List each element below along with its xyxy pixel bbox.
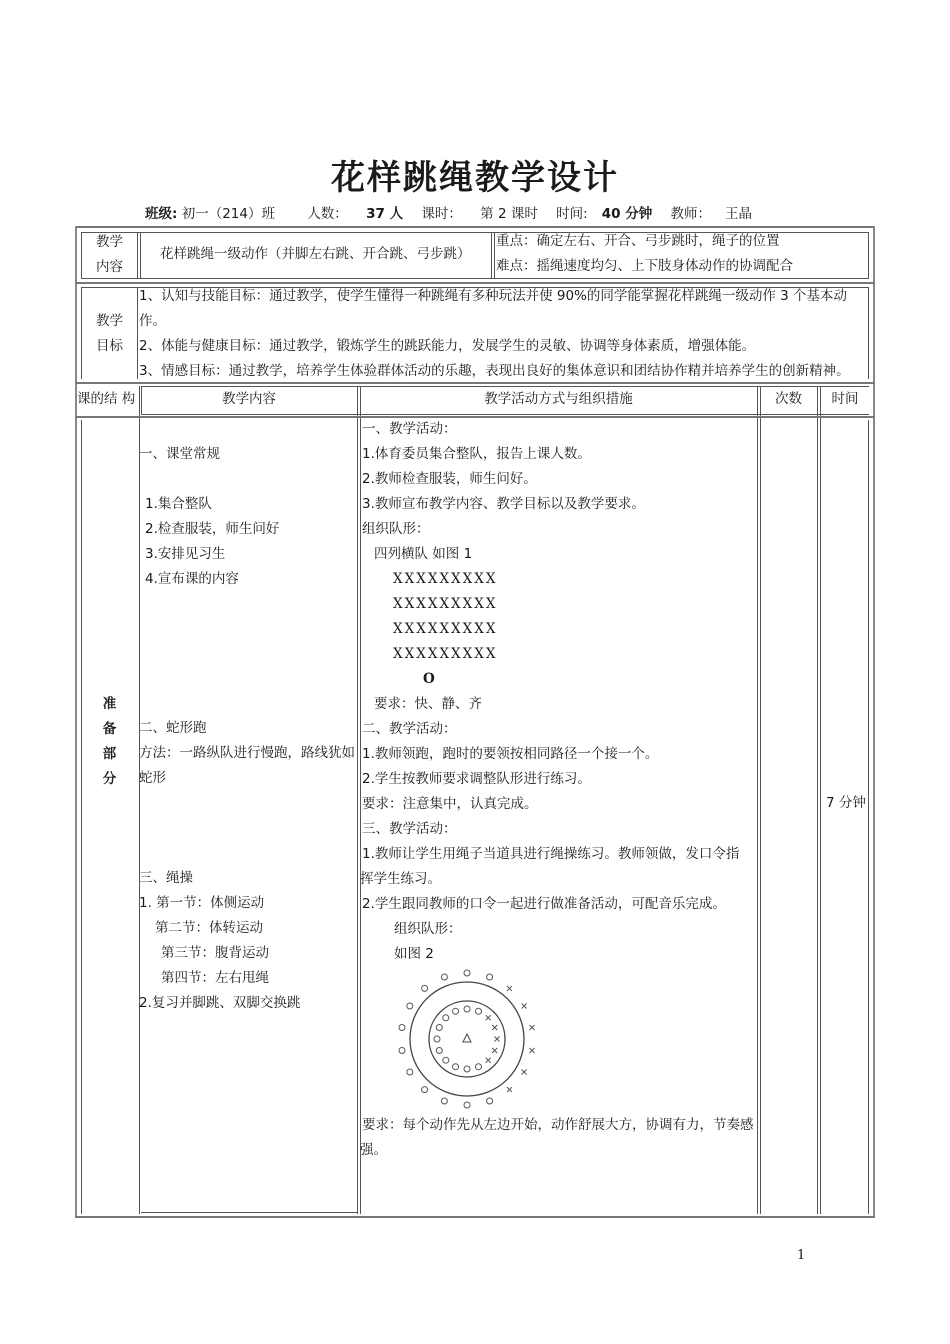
student-circle-marker xyxy=(422,985,428,991)
student-circle-marker xyxy=(464,1006,470,1012)
header-times: 次数 xyxy=(775,391,802,407)
content-item: 2.检查服装，师生问好 xyxy=(145,521,280,537)
content-item: 3.安排见习生 xyxy=(145,546,226,562)
time-label: 时间: xyxy=(556,206,588,222)
student-circle-marker xyxy=(443,1057,449,1063)
teacher-value: 王晶 xyxy=(725,206,752,222)
activity-line: 3.教师宣布教学内容、教学目标以及教学要求。 xyxy=(362,496,645,512)
section-name: 准 备 部 分 xyxy=(102,696,117,787)
student-circle-marker xyxy=(453,1008,459,1014)
formation-diagram-2 xyxy=(393,965,543,1115)
content-item: 1.集合整队 xyxy=(145,496,212,512)
count-value: 37 人 xyxy=(366,206,404,222)
student-cross-marker xyxy=(486,1015,491,1020)
student-circle-marker xyxy=(436,1048,442,1054)
student-cross-marker xyxy=(529,1025,534,1030)
student-circle-marker xyxy=(487,1098,493,1104)
table-left-border xyxy=(75,226,77,1218)
activity-line: 二、教学活动： xyxy=(362,721,457,737)
formation-row: XXXXXXXXX xyxy=(393,646,498,662)
header-content: 教学内容 xyxy=(222,391,276,407)
lesson-value: 第 2 课时 xyxy=(480,206,538,222)
content-description: 花样跳绳一级动作（并脚左右跳、开合跳、弓步跳） xyxy=(160,246,471,262)
header-structure: 课的结 构 xyxy=(77,391,136,407)
student-cross-marker xyxy=(522,1070,527,1075)
student-cross-marker xyxy=(507,1087,512,1092)
content-column xyxy=(139,442,220,467)
student-circle-marker xyxy=(476,1008,482,1014)
student-circle-marker xyxy=(464,1102,470,1108)
time-value: 40 分钟 xyxy=(601,206,653,222)
teacher-marker: O xyxy=(423,671,437,687)
header-activity: 教学活动方式与组织措施 xyxy=(484,391,633,407)
student-cross-marker xyxy=(529,1048,534,1053)
activity-line: 1.教师让学生用绳子当道具进行绳操练习。教师领做，发口令指 xyxy=(362,846,740,862)
goals-label: 教学 目标 xyxy=(96,313,123,354)
student-cross-marker xyxy=(486,1058,491,1063)
student-circle-marker xyxy=(443,1015,449,1021)
student-circle-marker xyxy=(436,1025,442,1031)
content-item: 第二节：体转运动 xyxy=(155,920,263,936)
content-item: 三、绳操 xyxy=(139,870,193,886)
formation-row: XXXXXXXXX xyxy=(393,571,498,587)
table-top-border xyxy=(75,226,875,228)
activity-line: 要求：快、静、齐 xyxy=(374,696,482,712)
student-circle-marker xyxy=(464,1066,470,1072)
content-item: 2.复习并脚跳、双脚交换跳 xyxy=(139,995,301,1011)
table-bottom-border xyxy=(75,1216,875,1218)
goals-list xyxy=(139,284,873,384)
class-info-line xyxy=(145,202,780,222)
student-circle-marker xyxy=(407,1069,413,1075)
goal-1-line-b: 作。 xyxy=(139,313,166,329)
activity-line: 三、教学活动： xyxy=(362,821,457,837)
activity-line: 四列横队 如图 1 xyxy=(374,546,473,562)
student-circle-marker xyxy=(399,1025,405,1031)
activity-line: 组织队形： xyxy=(394,921,462,937)
student-cross-marker xyxy=(492,1025,497,1030)
content-item: 一、课堂常规 xyxy=(139,446,220,462)
student-circle-marker xyxy=(487,974,493,980)
student-circle-marker xyxy=(464,970,470,976)
activity-line: 要求：注意集中，认真完成。 xyxy=(362,796,538,812)
table-right-border xyxy=(873,226,875,1218)
student-circle-marker xyxy=(453,1064,459,1070)
activity-line: 2.学生按教师要求调整队形进行练习。 xyxy=(362,771,591,787)
activity-line: 挥学生练习。 xyxy=(360,871,441,887)
page-number: 1 xyxy=(797,1248,806,1263)
key-point: 重点：确定左右、开合、弓步跳时，绳子的位置 xyxy=(496,233,780,249)
activity-line: 1.体育委员集合整队，报告上课人数。 xyxy=(362,446,591,462)
student-cross-marker xyxy=(495,1037,500,1042)
triangle-marker xyxy=(463,1034,471,1042)
goal-3: 3、情感目标：通过教学，培养学生体验群体活动的乐趣，表现出良好的集体意识和团结协作精并培养学生的创新精神。 xyxy=(139,363,850,379)
student-circle-marker xyxy=(476,1064,482,1070)
content-item: 方法：一路纵队进行慢跑，路线犹如 xyxy=(139,745,355,761)
content-item: 4.宣布课的内容 xyxy=(145,571,239,587)
activity-line: 如图 2 xyxy=(394,946,434,962)
student-circle-marker xyxy=(422,1087,428,1093)
content-item: 第三节：腹背运动 xyxy=(161,945,269,961)
content-item: 蛇形 xyxy=(139,770,166,786)
difficulty-point: 难点：摇绳速度均匀、上下肢身体动作的协调配合 xyxy=(496,258,793,274)
student-circle-marker xyxy=(441,974,447,980)
section-duration: 7 分钟 xyxy=(826,795,866,811)
outer-circle xyxy=(410,982,524,1096)
goal-1-line-a: 1、认知与技能目标：通过教学，使学生懂得一种跳绳有多种玩法并使 90%的同学能掌握花样跳绳一级动作 3 个基本动 xyxy=(139,288,848,304)
teacher-label: 教师： xyxy=(670,206,711,222)
activity-line: 1.教师领跑，跑时的要领按相同路径一个接一个。 xyxy=(362,746,659,762)
activity-line: 一、教学活动： xyxy=(362,421,457,437)
count-label: 人数： xyxy=(307,206,348,222)
content-item: 二、蛇形跑 xyxy=(139,720,207,736)
activity-line: 2.学生跟同教师的口令一起进行做准备活动，可配音乐完成。 xyxy=(362,896,726,912)
student-circle-marker xyxy=(399,1048,405,1054)
student-circle-marker xyxy=(407,1003,413,1009)
student-cross-marker xyxy=(522,1004,527,1009)
formation-diagram-1 xyxy=(393,567,498,692)
outer-students xyxy=(399,970,534,1108)
goal-2: 2、体能与健康目标：通过教学，锻炼学生的跳跃能力，发展学生的灵敏、协调等身体素质，增强体能。 xyxy=(139,338,756,354)
student-circle-marker xyxy=(434,1036,440,1042)
formation-row: XXXXXXXXX xyxy=(393,621,498,637)
content-item: 1. 第一节：体侧运动 xyxy=(139,895,265,911)
header-duration: 时间 xyxy=(831,391,859,407)
student-circle-marker xyxy=(441,1098,447,1104)
inner-students xyxy=(434,1006,500,1072)
formation-row: XXXXXXXXX xyxy=(393,596,498,612)
activity-line: 2.教师检查服装，师生问好。 xyxy=(362,471,537,487)
class-label: 班级: xyxy=(145,206,178,222)
activity-line: 要求：每个动作先从左边开始，动作舒展大方，协调有力，节奏感 xyxy=(362,1117,754,1133)
document-title: 花样跳绳教学设计 xyxy=(331,158,619,198)
activity-line: 组织队形： xyxy=(362,521,430,537)
activity-line: 强。 xyxy=(360,1142,387,1158)
content-label: 教学 内容 xyxy=(96,234,123,275)
activity-column xyxy=(362,417,645,567)
lesson-label: 课时： xyxy=(421,206,462,222)
class-value: 初一（214）班 xyxy=(181,206,275,222)
student-cross-marker xyxy=(492,1048,497,1053)
content-item: 第四节：左右甩绳 xyxy=(161,970,269,986)
student-cross-marker xyxy=(507,986,512,991)
